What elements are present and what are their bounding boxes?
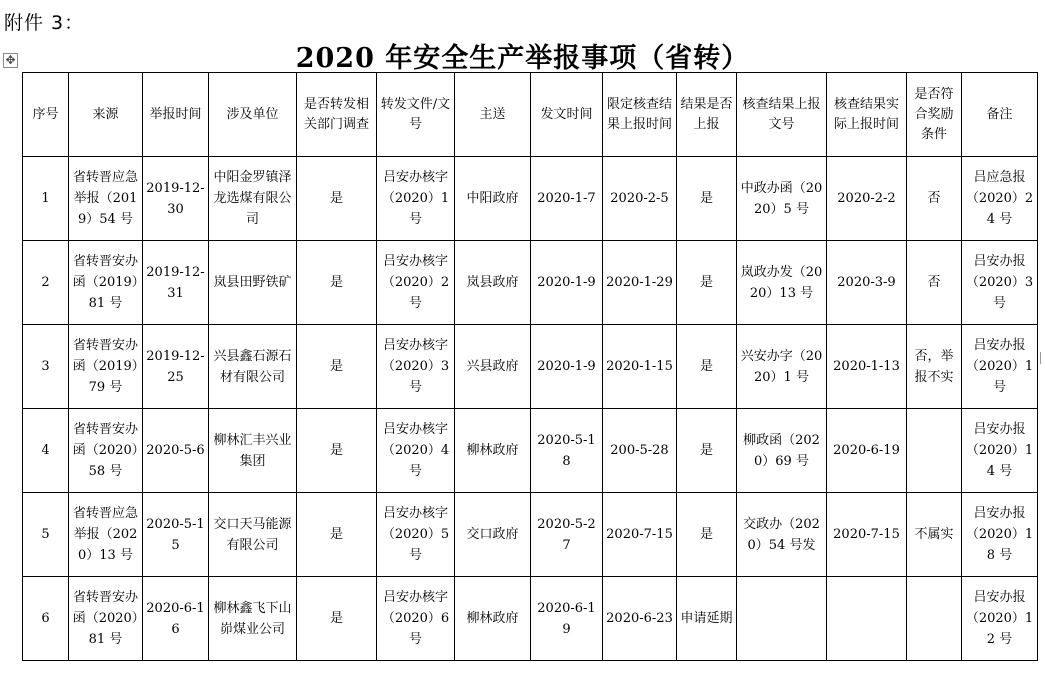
report-table bbox=[22, 72, 1038, 661]
table-row bbox=[23, 241, 1038, 325]
table-cell: 吕安办报（2020）18 号 bbox=[962, 493, 1038, 577]
header-cell: 举报时间 bbox=[143, 73, 209, 157]
table-cell: 交政办（2020）54 号发 bbox=[737, 493, 827, 577]
table-cell: 否 bbox=[907, 241, 962, 325]
header-cell: 涉及单位 bbox=[209, 73, 297, 157]
table-cell: 2020-1-13 bbox=[827, 325, 907, 409]
table-row bbox=[23, 325, 1038, 409]
table-cell: 柳林汇丰兴业集团 bbox=[209, 409, 297, 493]
table-cell: 兴安办字（2020）1 号 bbox=[737, 325, 827, 409]
header-cell: 主送 bbox=[455, 73, 531, 157]
table-cell: 吕安办核字（2020）1 号 bbox=[377, 157, 455, 241]
table-cell: 是 bbox=[297, 577, 377, 661]
table-cell: 2020-3-9 bbox=[827, 241, 907, 325]
move-icon[interactable]: ✥ bbox=[3, 53, 18, 68]
header-cell: 核查结果实际上报时间 bbox=[827, 73, 907, 157]
header-cell: 结果是否上报 bbox=[677, 73, 737, 157]
table-cell: 是 bbox=[297, 157, 377, 241]
table-cell bbox=[907, 577, 962, 661]
table-cell: 是 bbox=[297, 241, 377, 325]
table-cell: 省转晋安办函（2020）58 号 bbox=[69, 409, 143, 493]
table-cell: 吕应急报（2020）24 号 bbox=[962, 157, 1038, 241]
table-cell: 吕安办报（2020）1 号 bbox=[962, 325, 1038, 409]
table-cell: 2020-7-15 bbox=[603, 493, 677, 577]
table-cell: 是 bbox=[677, 157, 737, 241]
table-row bbox=[23, 577, 1038, 661]
table-cell: 吕安办报（2020）12 号 bbox=[962, 577, 1038, 661]
table-cell: 中阳金罗镇泽龙选煤有限公司 bbox=[209, 157, 297, 241]
table-cell: 4 bbox=[23, 409, 69, 493]
table-cell: 2020-5-6 bbox=[143, 409, 209, 493]
table-cell: 是 bbox=[677, 409, 737, 493]
table-cell: 是 bbox=[677, 325, 737, 409]
table-cell: 2020-7-15 bbox=[827, 493, 907, 577]
table-cell: 2020-1-29 bbox=[603, 241, 677, 325]
table-cell: 3 bbox=[23, 325, 69, 409]
table-cell: 2020-5-27 bbox=[531, 493, 603, 577]
table-cell: 柳林政府 bbox=[455, 409, 531, 493]
table-cell: 2020-6-19 bbox=[827, 409, 907, 493]
table-cell: 是 bbox=[297, 325, 377, 409]
table-cell: 2020-2-5 bbox=[603, 157, 677, 241]
table-cell: 交口天马能源有限公司 bbox=[209, 493, 297, 577]
table-cell: 申请延期 bbox=[677, 577, 737, 661]
table-cell: 省转晋安办函（2020）81 号 bbox=[69, 577, 143, 661]
table-cell: 吕安办核字（2020）5 号 bbox=[377, 493, 455, 577]
table-header-row bbox=[23, 73, 1038, 157]
header-cell: 是否转发相关部门调查 bbox=[297, 73, 377, 157]
table-cell: 交口政府 bbox=[455, 493, 531, 577]
table-cell: 兴县鑫石源石材有限公司 bbox=[209, 325, 297, 409]
table-cell: 省转晋安办函（2019）79 号 bbox=[69, 325, 143, 409]
table-cell: 兴县政府 bbox=[455, 325, 531, 409]
table-cell: 吕安办核字（2020）3 号 bbox=[377, 325, 455, 409]
header-cell: 备注 bbox=[962, 73, 1038, 157]
table-cell: 2020-2-2 bbox=[827, 157, 907, 241]
table-cell: 2020-6-19 bbox=[531, 577, 603, 661]
table-cell: 2020-1-15 bbox=[603, 325, 677, 409]
table-cell: 柳政函（2020）69 号 bbox=[737, 409, 827, 493]
header-cell: 核查结果上报文号 bbox=[737, 73, 827, 157]
table-cell: 2020-6-23 bbox=[603, 577, 677, 661]
header-cell: 限定核查结果上报时间 bbox=[603, 73, 677, 157]
table-cell: 省转晋安办函（2019）81 号 bbox=[69, 241, 143, 325]
table-cell: 2020-5-18 bbox=[531, 409, 603, 493]
table-cell: 2019-12-31 bbox=[143, 241, 209, 325]
table-cell: 2019-12-25 bbox=[143, 325, 209, 409]
page-title: 2020 年安全生产举报事项（省转） bbox=[295, 43, 750, 74]
table-cell: 1 bbox=[23, 157, 69, 241]
table-cell: 2020-5-15 bbox=[143, 493, 209, 577]
table-cell: 200-5-28 bbox=[603, 409, 677, 493]
table-cell: 2020-6-16 bbox=[143, 577, 209, 661]
table-cell: 柳林政府 bbox=[455, 577, 531, 661]
table-cell: 中阳政府 bbox=[455, 157, 531, 241]
table-cell: 2020-1-7 bbox=[531, 157, 603, 241]
table-cell: 2 bbox=[23, 241, 69, 325]
table-cell: 是 bbox=[297, 493, 377, 577]
header-cell: 是否符合奖励条件 bbox=[907, 73, 962, 157]
table-cell: 中政办函（2020）5 号 bbox=[737, 157, 827, 241]
attachment-label: 附件 3： bbox=[4, 12, 85, 34]
header-cell: 发文时间 bbox=[531, 73, 603, 157]
table-cell: 是 bbox=[677, 493, 737, 577]
table-cell: 吕安办报（2020）14 号 bbox=[962, 409, 1038, 493]
table-cell: 省转晋应急举报（2019）54 号 bbox=[69, 157, 143, 241]
page-edge-marker bbox=[1040, 352, 1045, 364]
table-cell: 是 bbox=[677, 241, 737, 325]
header-cell: 转发文件/文号 bbox=[377, 73, 455, 157]
table-cell: 吕安办核字（2020）2 号 bbox=[377, 241, 455, 325]
header-cell: 序号 bbox=[23, 73, 69, 157]
table-cell: 岚县田野铁矿 bbox=[209, 241, 297, 325]
table-cell: 岚政办发（2020）13 号 bbox=[737, 241, 827, 325]
table-row bbox=[23, 157, 1038, 241]
table-row bbox=[23, 493, 1038, 577]
table-cell: 否 bbox=[907, 157, 962, 241]
table-cell bbox=[827, 577, 907, 661]
table-cell bbox=[907, 409, 962, 493]
table-cell: 吕安办核字（2020）4 号 bbox=[377, 409, 455, 493]
table-cell: 吕安办报（2020）3 号 bbox=[962, 241, 1038, 325]
table-cell: 是 bbox=[297, 409, 377, 493]
table-cell: 2020-1-9 bbox=[531, 241, 603, 325]
header-cell: 来源 bbox=[69, 73, 143, 157]
table-cell: 6 bbox=[23, 577, 69, 661]
table-cell: 吕安办核字（2020）6 号 bbox=[377, 577, 455, 661]
table-cell: 不属实 bbox=[907, 493, 962, 577]
table-cell: 2019-12-30 bbox=[143, 157, 209, 241]
table-row bbox=[23, 409, 1038, 493]
table-cell bbox=[737, 577, 827, 661]
table-cell: 5 bbox=[23, 493, 69, 577]
table-cell: 岚县政府 bbox=[455, 241, 531, 325]
table-cell: 否，举报不实 bbox=[907, 325, 962, 409]
table-cell: 柳林鑫飞下山峁煤业公司 bbox=[209, 577, 297, 661]
table-cell: 省转晋应急举报（2020）13 号 bbox=[69, 493, 143, 577]
table-cell: 2020-1-9 bbox=[531, 325, 603, 409]
